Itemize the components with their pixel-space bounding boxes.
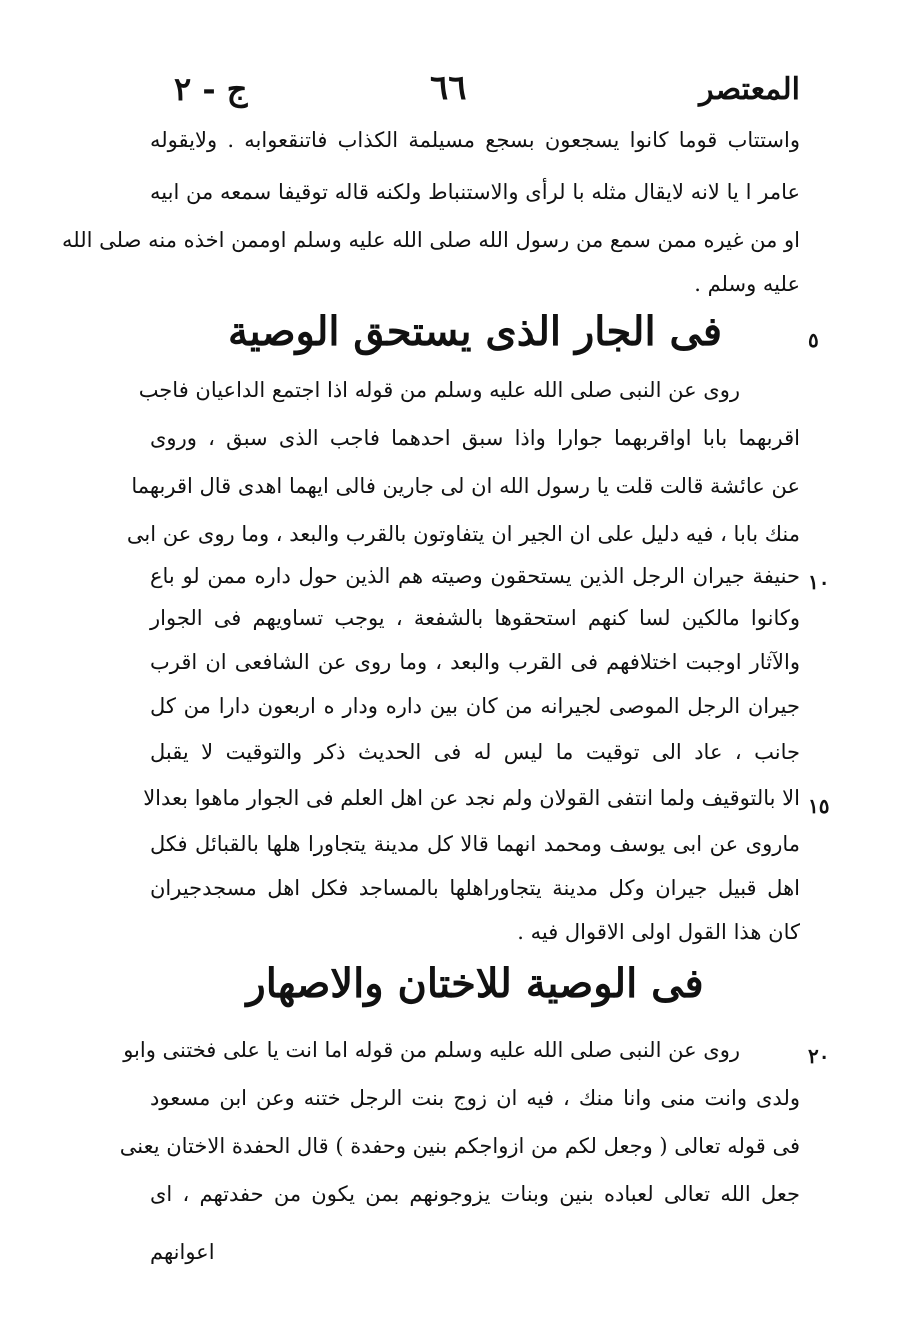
- text-line: كان هذا القول اولى الاقوال فيه .: [517, 920, 800, 944]
- line-number: ٥: [808, 328, 819, 352]
- text-line: عليه وسلم .: [694, 272, 800, 296]
- line-number: ١٠: [808, 570, 830, 594]
- line-number: ٢٠: [808, 1044, 830, 1068]
- text-line: اهل قبيل جيران وكل مدينة يتجاوراهلها بالمساجد فكل اهل مسجدجيران: [150, 876, 800, 900]
- text-line: منك بابا ، فيه دليل على ان الجير ان يتفاوتون بالقرب والبعد ، وما روى عن ابى: [126, 522, 800, 546]
- page-header: [160, 64, 800, 114]
- text-line: ماروى عن ابى يوسف ومحمد انهما قالا كل مدينة يتجاورا هلها بالقبائل فكل: [150, 832, 800, 856]
- volume-label: ج - ٢: [174, 70, 248, 108]
- text-line: جعل الله تعالى لعباده بنين وبنات يزوجونهم بمن يكون من حفدتهم ، اى: [150, 1182, 800, 1206]
- text-line: عن عائشة قالت قلت يا رسول الله ان لى جارين فالى ايهما اهدى قال اقربهما: [131, 474, 800, 498]
- text-line: الا بالتوقيف ولما انتفى القولان ولم نجد عن اهل العلم فى الجوار ماهوا بعدالا: [143, 786, 800, 810]
- text-line: او من غيره ممن سمع من رسول الله صلى الله عليه وسلم اوممن اخذه منه صلى الله: [62, 228, 800, 252]
- text-line: فى قوله تعالى ( وجعل لكم من ازواجكم بنين وحفدة ) قال الحفدة الاختان يعنى: [119, 1134, 800, 1158]
- text-line: واستتاب قوما كانوا يسجعون بسجع مسيلمة الكذاب فاتنقعوابه . ولايقوله: [150, 128, 800, 152]
- book-title: المعتصر: [699, 72, 800, 107]
- section-heading: فى الجار الذى يستحق الوصية: [228, 308, 722, 355]
- text-line: وكانوا مالكين لسا كنهم استحقوها بالشفعة ، يوجب تساويهم فى الجوار: [150, 606, 800, 630]
- text-line: جيران الرجل الموصى لجيرانه من كان بين داره ودار ه اربعون دارا من كل: [150, 694, 800, 718]
- catchword: اعوانهم: [150, 1240, 215, 1264]
- text-line: روى عن النبى صلى الله عليه وسلم من قوله اذا اجتمع الداعيان فاجب: [138, 378, 740, 402]
- text-line: عامر ا يا لانه لايقال مثله با لرأى والاستنباط ولكنه قاله توقيفا سمعه من ابيه: [150, 180, 800, 204]
- section-heading: فى الوصية للاختان والاصهار: [246, 960, 704, 1007]
- text-line: حنيفة جيران الرجل الذين يستحقون وصيته هم الذين حول داره ممن لو باع: [150, 564, 800, 588]
- text-line: جانب ، عاد الى توقيت ما ليس له فى الحديث ذكر والتوقيت لا يقبل: [150, 740, 800, 764]
- text-line: اقربهما بابا اواقربهما جوارا واذا سبق احدهما فاجب الذى سبق ، وروى: [150, 426, 800, 450]
- text-line: روى عن النبى صلى الله عليه وسلم من قوله اما انت يا على فختنى وابو: [123, 1038, 740, 1062]
- text-line: والآثار اوجبت اختلافهم فى القرب والبعد ، وما روى عن الشافعى ان اقرب: [150, 650, 800, 674]
- text-line: ولدى وانت منى وانا منك ، فيه ان زوج بنت الرجل ختنه وعن ابن مسعود: [150, 1086, 800, 1110]
- line-number: ١٥: [808, 794, 830, 818]
- page-number: ٦٦: [430, 68, 467, 108]
